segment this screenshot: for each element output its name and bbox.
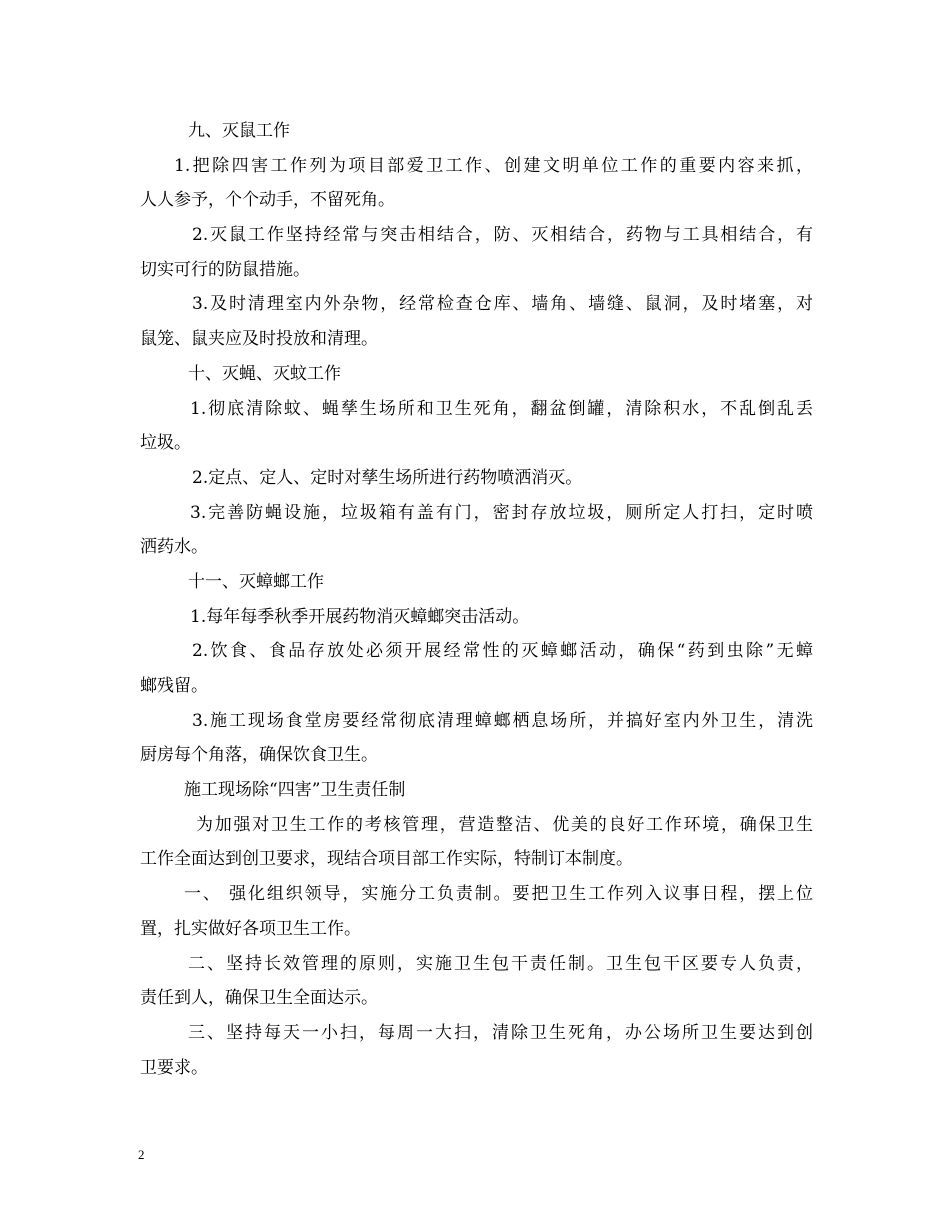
paragraph-line: 为加强对卫生工作的考核管理，营造整洁、优美的良好工作环境，确保卫生 bbox=[196, 814, 813, 835]
paragraph-line: 三、坚持每天一小扫，每周一大扫，清除卫生死角，办公场所卫生要达到创 bbox=[188, 1022, 813, 1043]
section-heading-responsibility-system: 施工现场除“四害”卫生责任制 bbox=[184, 780, 406, 801]
paragraph-line: 垃圾。 bbox=[140, 433, 191, 454]
paragraph-line: 1.彻底清除蚊、蝇孳生场所和卫生死角，翻盆倒罐，清除积水，不乱倒乱丢 bbox=[190, 398, 813, 419]
paragraph-line: 鼠笼、鼠夹应及时投放和清理。 bbox=[140, 329, 378, 350]
paragraph-line: 3.施工现场食堂房要经常彻底清理蟑螂栖息场所，并搞好室内外卫生，清洗 bbox=[192, 710, 813, 731]
paragraph-line: 厨房每个角落，确保饮食卫生。 bbox=[140, 745, 378, 766]
section-heading-cockroach-control: 十一、灭蟑螂工作 bbox=[188, 571, 324, 592]
document-body bbox=[140, 114, 813, 1085]
page-number: 2 bbox=[138, 1147, 145, 1162]
paragraph-line: 一、 强化组织领导，实施分工负责制。要把卫生工作列入议事日程，摆上位 bbox=[184, 884, 813, 905]
paragraph-line: 责任到人，确保卫生全面达示。 bbox=[140, 988, 378, 1009]
paragraph-line: 2.灭鼠工作坚持经常与突击相结合，防、灭相结合，药物与工具相结合，有 bbox=[192, 225, 813, 246]
paragraph-line: 1.每年每季秋季开展药物消灭蟑螂突击活动。 bbox=[190, 606, 530, 627]
section-heading-rodent-control: 九、灭鼠工作 bbox=[188, 121, 290, 141]
paragraph-line: 2.定点、定人、定时对孳生场所进行药物喷洒消灭。 bbox=[192, 467, 583, 488]
paragraph-line: 置，扎实做好各项卫生工作。 bbox=[140, 918, 361, 939]
section-heading-fly-mosquito-control: 十、灭蝇、灭蚊工作 bbox=[188, 363, 341, 384]
paragraph-line: 卫要求。 bbox=[140, 1057, 208, 1078]
paragraph-line: 3.及时清理室内外杂物，经常检查仓库、墙角、墙缝、鼠洞，及时堵塞，对 bbox=[192, 294, 813, 315]
paragraph-line: 人人参予，个个动手，不留死角。 bbox=[140, 190, 395, 211]
paragraph-line: 3.完善防蝇设施，垃圾箱有盖有门，密封存放垃圾，厕所定人打扫，定时喷 bbox=[190, 502, 813, 523]
paragraph-line: 工作全面达到创卫要求，现结合项目部工作实际，特制订本制度。 bbox=[140, 849, 633, 870]
paragraph-line: 2.饮食、食品存放处必须开展经常性的灭蟑螂活动，确保“药到虫除”无蟑 bbox=[192, 641, 813, 662]
paragraph-line: 洒药水。 bbox=[140, 537, 208, 558]
paragraph-line: 螂残留。 bbox=[140, 676, 208, 696]
paragraph-line: 1.把除四害工作列为项目部爱卫工作、创建文明单位工作的重要内容来抓， bbox=[174, 155, 813, 176]
paragraph-line: 二、坚持长效管理的原则，实施卫生包干责任制。卫生包干区要专人负责， bbox=[188, 953, 813, 974]
paragraph-line: 切实可行的防鼠措施。 bbox=[140, 259, 310, 280]
